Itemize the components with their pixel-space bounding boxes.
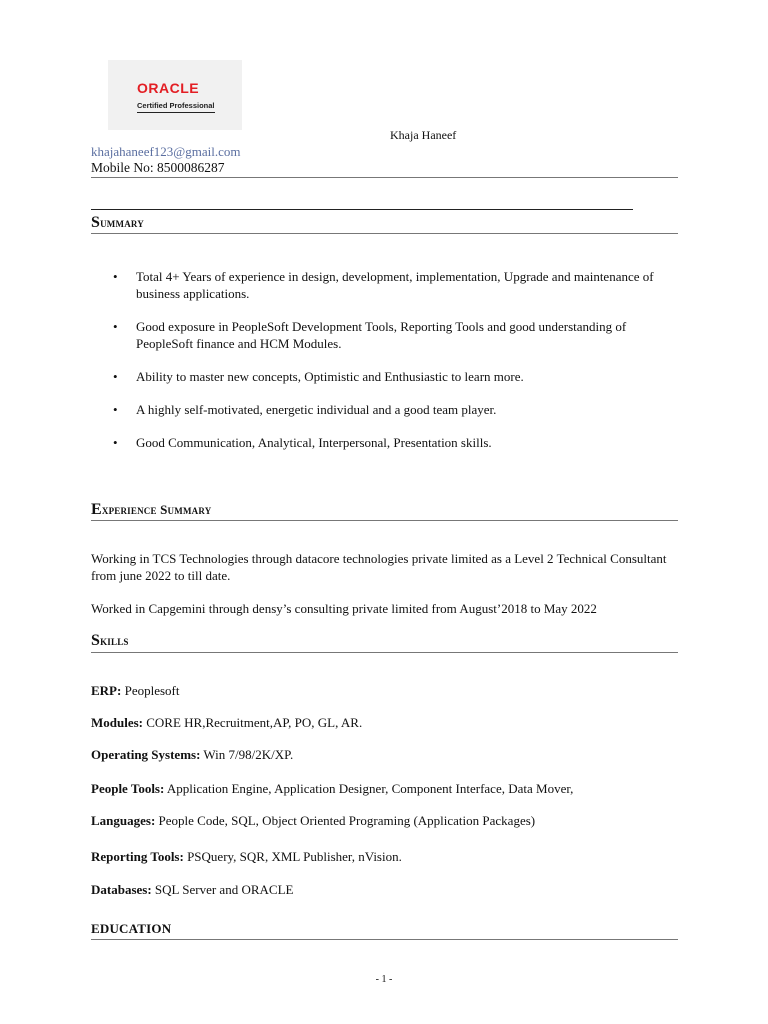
mobile-number: Mobile No: 8500086287 [91,160,225,175]
list-item: • Ability to master new concepts, Optimistic and Enthusiastic to learn more. [91,368,681,385]
experience-current: Working in TCS Technologies through datacore technologies private limited as a Level 2 Technical Consultant from june 2022 to till date. [91,551,667,583]
oracle-certified-logo [108,60,242,130]
skill-languages: Languages: People Code, SQL, Object Oriented Programing (Application Packages) [91,813,536,828]
skill-people-tools: People Tools: Application Engine, Application Designer, Component Interface, Data Mover, [91,781,574,796]
skill-databases: Databases: SQL Server and ORACLE [91,882,294,897]
logo-certification-text: Certified Professional [137,101,215,113]
list-item: • Good Communication, Analytical, Interpersonal, Presentation skills. [91,434,681,451]
list-item: • Total 4+ Years of experience in design, development, implementation, Upgrade and maintenance of business applications. [91,268,681,302]
skills-divider [91,652,678,653]
skill-modules: Modules: CORE HR,Recruitment,AP, PO, GL, AR. [91,715,363,730]
candidate-name: Khaja Haneef [390,128,457,142]
experience-divider [91,520,678,521]
education-divider [91,939,678,940]
header-divider-secondary [91,209,633,210]
skills-heading: Skills [91,632,129,649]
list-item: • Good exposure in PeopleSoft Development Tools, Reporting Tools and good understanding of PeopleSoft finance and HCM Modules. [91,318,681,352]
experience-heading: Experience Summary [91,501,212,518]
skill-reporting-tools: Reporting Tools: PSQuery, SQR, XML Publisher, nVision. [91,849,402,864]
education-heading: EDUCATION [91,921,172,936]
skill-erp: ERP: Peoplesoft [91,683,180,698]
summary-divider [91,233,678,234]
page-number: - 1 - [375,974,393,985]
header-divider [91,177,678,178]
summary-list [91,268,681,467]
list-item: • A highly self-motivated, energetic individual and a good team player. [91,401,681,418]
skill-operating-systems: Operating Systems: Win 7/98/2K/XP. [91,747,294,762]
email-link[interactable]: khajahaneef123@gmail.com [91,144,241,159]
summary-heading: Summary [91,214,144,231]
experience-previous: Worked in Capgemini through densy’s consulting private limited from August’2018 to May 2022 [91,601,597,616]
logo-brand-text: ORACLE [137,80,200,96]
